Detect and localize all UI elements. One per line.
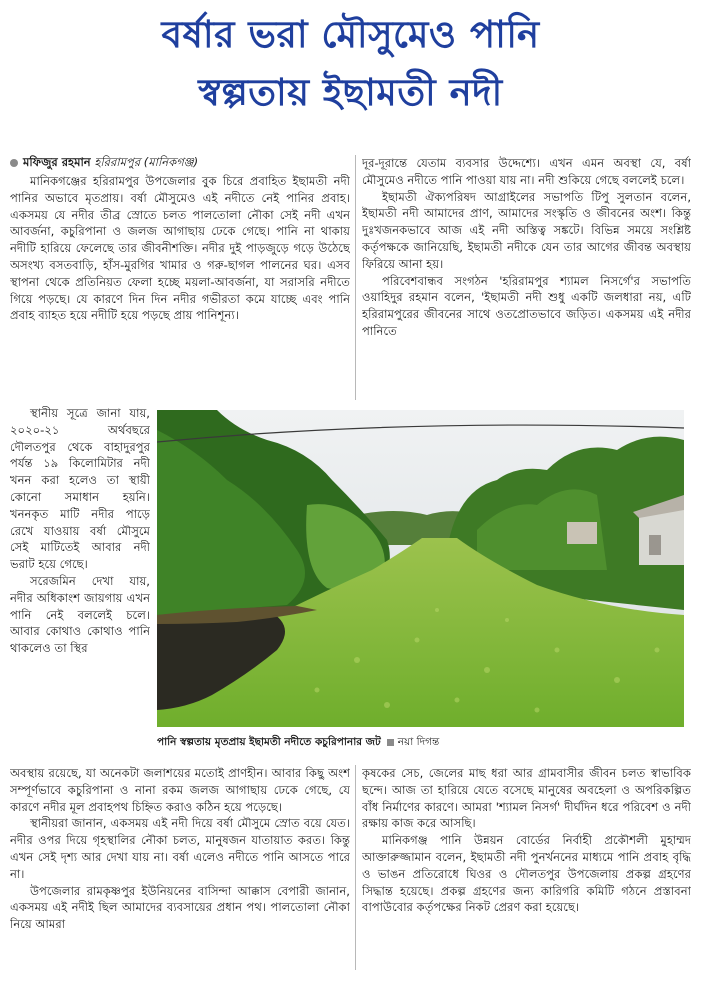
byline-name: মফিজুর রহমান (23, 155, 91, 169)
byline (10, 155, 350, 170)
bullet-icon (10, 159, 18, 167)
paragraph: কৃষকের সেচ, জেলের মাছ ধরা আর গ্রামবাসীর জীবন চলত স্বাভাবিক ছন্দে। আজ তা হারিয়ে যেতে বসেছে মানুষের অবহেলা ও অপরিকল্পিত বাঁধ নির্মাণের কারণে। আমরা 'শ্যামল নিসর্গ' দীর্ঘদিন ধরে পরিবেশ ও নদী রক্ষায় কাজ করে আসছি। (362, 766, 691, 831)
paragraph: স্থানীয় সূত্রে জানা যায়, ২০২০-২১ অর্থবছরে দৌলতপুর থেকে বাহাদুরপুর পর্যন্ত ১৯ কিলোমিটার নদী খনন করা হলেও তা স্থায়ী কোনো সমাধান হয়নি। খননকৃত মাটি নদীর পাড়ে রেখে যাওয়ায় বর্ষা মৌসুমে সেই মাটিতেই আবার নদী ভরাট হয়ে গেছে। (10, 406, 150, 572)
photo-credit: নয়া দিগন্ত (397, 736, 440, 748)
paragraph: ইছামতী ঐক্যপরিষদ আগ্রাইলের সভাপতি টিপু সুলতান বলেন, ইছামতী নদী আমাদের প্রাণ, আমাদের সংস্কৃতি ও জীবনের অংশ। কিন্তু দুঃখজনকভাবে আজ এই নদী অস্তিত্ব সঙ্কটে। বিভিন্ন সময়ে সংশ্লিষ্ট কর্তৃপক্ষকে জানিয়েছি, ইছামতী নদীকে যেন তার আগের জীবন্ত অবস্থায় ফিরিয়ে আনা হয়। (362, 189, 691, 271)
headline (0, 6, 701, 122)
column-right-top (362, 155, 691, 400)
column-divider (355, 765, 356, 970)
paragraph: উপজেলার রামকৃষ্ণপুর ইউনিয়নের বাসিন্দা আক্কাস বেপারী জানান, একসময় এই নদীই ছিল আমাদের ব্যবসায়ের প্রধান পথ। পালতোলা নৌকা নিয়ে আমরা (10, 883, 350, 932)
column-left-bottom (10, 765, 350, 970)
column-right-bottom (362, 765, 691, 970)
column-left-top (10, 173, 350, 403)
paragraph: সরেজমিন দেখা যায়, নদীর অধিকাংশ জায়গায় এখন পানি নেই বললেই চলে। আবার কোথাও কোথাও পানি থাকলেও তা স্থির (10, 573, 150, 656)
paragraph: অবস্থায় রয়েছে, যা অনেকটা জলাশয়ের মতোই প্রাণহীন। আবার কিছু অংশ সম্পূর্ণভাবে কচুরিপানা ও নানা রকম জলজ আগাছায় ঢেকে গেছে, যে কারণে নদীর মূল প্রবাহপথ চিহ্নিত করাও কঠিন হয়ে পড়েছে। (10, 766, 350, 814)
photo-caption (157, 735, 684, 749)
square-bullet-icon (387, 739, 394, 746)
river-photo-image (157, 410, 684, 727)
paragraph: স্থানীয়রা জানান, একসময় এই নদী দিয়ে বর্ষা মৌসুমে স্রোত বয়ে যেত। নদীর ওপর দিয়ে গৃহস্থালির নৌকা চলত, মানুষজন যাতায়াত করত। কিন্তু এখন সেই দৃশ্য আর দেখা যায় না। বর্ষা এলেও নদীতে পানি আসতে পারে না। (10, 816, 350, 881)
photo-caption-text: পানি স্বল্পতায় মৃতপ্রায় ইছামতী নদীতে কচুরিপানার জট (157, 736, 381, 748)
river-photo (157, 410, 684, 727)
headline-line-1: বর্ষার ভরা মৌসুমেও পানি (161, 13, 540, 56)
byline-location: হরিরামপুর (মানিকগঞ্জ) (94, 155, 199, 169)
paragraph: পরিবেশবান্ধব সংগঠন 'হরিরামপুর শ্যামল নিসর্গে'র সভাপতি ওয়াহিদুর রহমান বলেন, 'ইছামতী নদী শুধু একটি জলধারা নয়, এটি হরিরামপুরের জীবনের সাথে ওতপ্রোতভাবে জড়িত। একসময় এই নদীর পানিতে (362, 273, 691, 338)
paragraph: মানিকগঞ্জ পানি উন্নয়ন বোর্ডের নির্বাহী প্রকৌশলী মুহাম্মদ আক্তারুজ্জামান বলেন, ইছামতী নদী পুনর্খননের মাধ্যমে পানি প্রবাহ বৃদ্ধি ও ভাঙন প্রতিরোধে ঘিওর ও দৌলতপুর উপজেলায় প্রকল্প গ্রহণের সিদ্ধান্ত হয়েছে। প্রকল্প গ্রহণের জন্য কারিগরি কমিটি গঠনে প্রস্তাবনা বাপাউবোর কর্তৃপক্ষের নিকট প্রেরণ করা হয়েছে। (362, 833, 691, 915)
column-side (10, 405, 150, 762)
paragraph: মানিকগঞ্জের হরিরামপুর উপজেলার বুক চিরে প্রবাহিত ইছামতী নদী পানির অভাবে মৃতপ্রায়। বর্ষা মৌসুমেও এই নদীতে নেই পানির প্রবাহ। একসময় যে নদীর তীব্র স্রোতে চলত পালতোলা নৌকা সেই নদী এখন আবর্জনা, কচুরিপানা ও জলজ আগাছায় ঢেকে গেছে। পানি না থাকায় নদীটি হারিয়ে ফেলেছে তার জীবনীশক্তি। নদীর দুই পাড়জুড়ে গড়ে উঠেছে অসংখ্য বসতবাড়ি, হাঁস-মুরগির খামার ও গরু-ছাগল পালনের ঘর। এসব স্থাপনা থেকে প্রতিনিয়ত ফেলা হচ্ছে ময়লা-আবর্জনা, যা সরাসরি নদীতে গিয়ে পড়ছে। যে কারণে দিন দিন নদীর গভীরতা কমে যাচ্ছে এবং পানি প্রবাহ ব্যাহত হয়ে নদীটি হয়ে পড়ছে প্রায় পানিশূন্য। (10, 174, 350, 323)
paragraph: দূর-দূরান্তে যেতাম ব্যবসার উদ্দেশ্যে। এখন এমন অবস্থা যে, বর্ষা মৌসুমেও নদীতে পানি পাওয়া যায় না। নদী শুকিয়ে গেছে বললেই চলে। (362, 156, 691, 187)
headline-line-2: স্বল্পতায় ইছামতী নদী (198, 71, 503, 114)
column-divider (355, 155, 356, 400)
